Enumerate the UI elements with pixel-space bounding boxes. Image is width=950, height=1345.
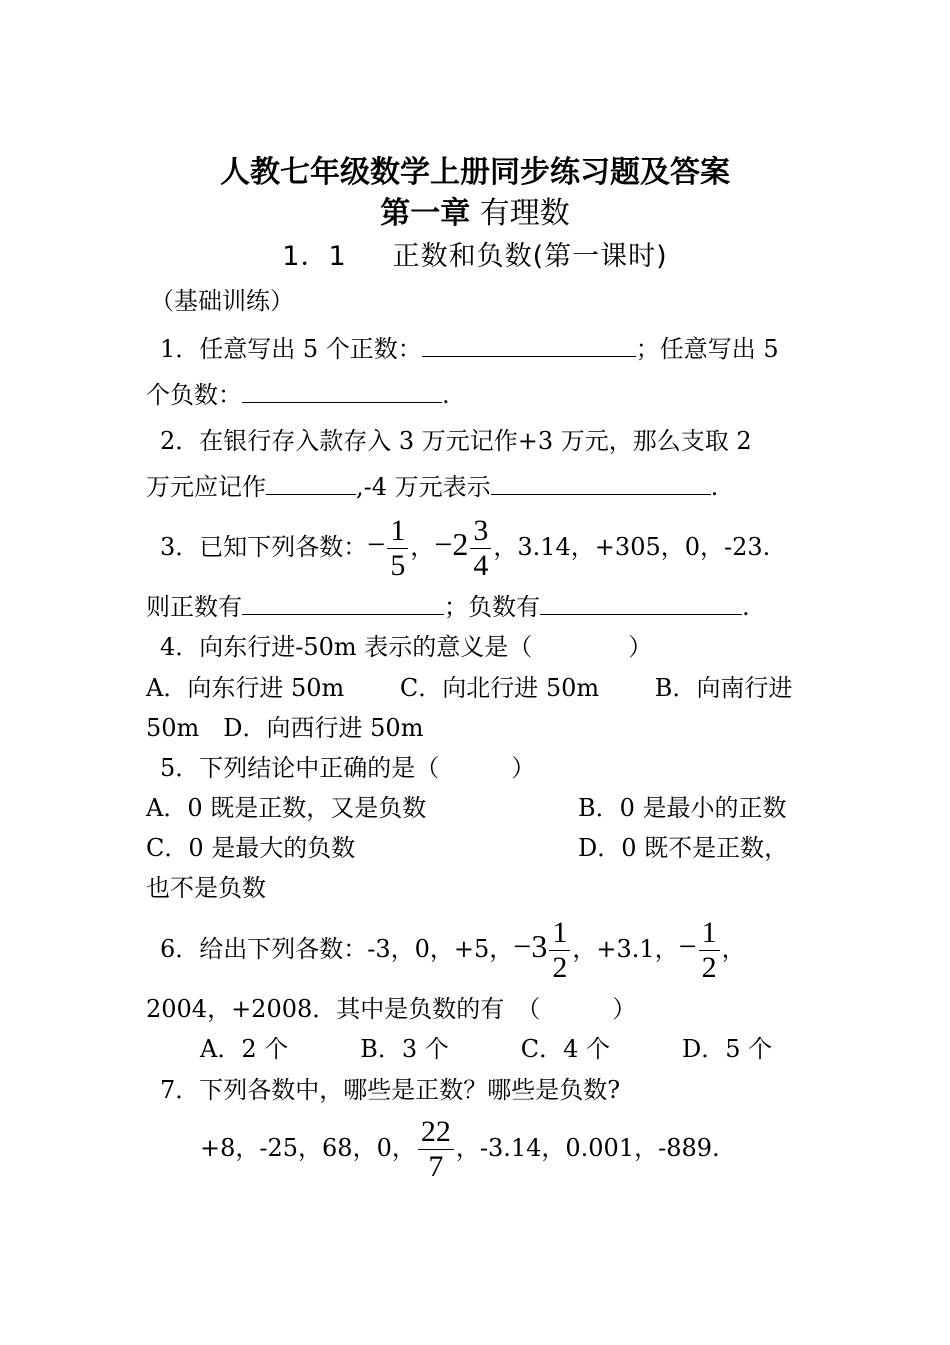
subtitle: （基础训练）	[150, 287, 294, 315]
answer-blank[interactable]	[491, 472, 711, 495]
section-title	[0, 234, 950, 273]
question-6-options: A．2 个 B．3 个 C．4 个 D．5 个	[200, 1035, 773, 1063]
answer-blank[interactable]	[242, 592, 444, 615]
fraction-denominator: 7	[428, 1150, 444, 1183]
q6-minus-sign: −	[678, 928, 697, 964]
answer-blank[interactable]	[242, 380, 442, 403]
chapter-name: 有理数	[479, 196, 570, 231]
q2-text-b: 万元应记作	[146, 473, 266, 501]
chapter-title	[0, 188, 950, 232]
q3-minus-sign: −	[367, 526, 386, 562]
q1-text-c: 个负数：	[146, 381, 242, 409]
fraction-numerator: 22	[418, 1115, 454, 1150]
answer-blank[interactable]	[266, 472, 356, 495]
question-2-line-1: 2．在银行存入款存入 3 万元记作+3 万元，那么支取 2	[160, 427, 752, 455]
chapter-label: 第一章	[380, 196, 471, 231]
question-4-options-1: A．向东行进 50m C．向北行进 50m B．向南行进	[146, 674, 793, 702]
q1-text-b: ；任意写出 5	[635, 335, 779, 363]
question-5-option-b: B．0 是最小的正数	[578, 794, 787, 822]
question-6-line-2: 2004，+2008．其中是负数的有 （ ）	[146, 995, 637, 1023]
question-2-line-2	[146, 472, 718, 502]
q2-text-c: ,-4 万元表示	[356, 473, 491, 501]
question-7-numbers	[200, 1112, 720, 1184]
fraction-numerator: 1	[699, 916, 720, 951]
q7-text-a: +8，-25，68，0，	[200, 1134, 416, 1162]
fraction	[699, 916, 720, 985]
fraction-denominator: 2	[701, 951, 717, 984]
fraction-numerator: 1	[387, 514, 408, 549]
q3-text-rest: ，3.14，+305，0，-23.	[493, 533, 771, 561]
q3-text-end: .	[742, 593, 750, 621]
question-4-options-2: 50m D．向西行进 50m	[146, 714, 424, 742]
q6-text-b: ，+3.1，	[572, 935, 679, 963]
q1-text-d: .	[442, 381, 450, 409]
fraction	[418, 1115, 454, 1184]
mixed-number-whole: −3	[513, 928, 548, 964]
mixed-number-whole: −2	[434, 526, 469, 562]
question-4-stem: 4．向东行进-50m 表示的意义是（ ）	[160, 633, 653, 661]
q3-text-negative: ；负数有	[444, 593, 540, 621]
fraction-numerator: 3	[470, 514, 491, 549]
question-7-stem: 7．下列各数中，哪些是正数？哪些是负数?	[160, 1076, 621, 1104]
fraction	[549, 916, 570, 985]
answer-blank[interactable]	[540, 592, 742, 615]
section-name: 正数和负数(第一课时)	[392, 241, 668, 272]
section-number: 1．1	[282, 241, 347, 272]
question-5-option-a: A．0 既是正数，又是负数	[146, 794, 427, 822]
fraction-denominator: 2	[552, 951, 568, 984]
question-5-option-d-cont: 也不是负数	[146, 874, 266, 902]
q2-text-d: .	[710, 473, 719, 501]
q1-text-a: 1．任意写出 5 个正数：	[160, 335, 422, 363]
fraction	[387, 514, 408, 583]
q3-separator: ，	[410, 533, 435, 561]
fraction-denominator: 4	[473, 549, 489, 582]
fraction-denominator: 5	[390, 549, 406, 582]
question-5-stem: 5．下列结论中正确的是（ ）	[160, 754, 536, 782]
question-5-option-c: C．0 是最大的负数	[146, 834, 356, 862]
question-1-line-2	[146, 380, 450, 410]
fraction-numerator: 1	[549, 916, 570, 951]
q3-text-positive: 则正数有	[146, 593, 242, 621]
question-6-line-1	[160, 910, 746, 985]
q3-text-a: 3．已知下列各数：	[160, 533, 368, 561]
question-3-line-2	[146, 592, 750, 622]
question-5-option-d: D．0 既不是正数，	[578, 834, 789, 862]
q7-text-b: ，-3.14，0.001，-889.	[455, 1134, 720, 1162]
q6-text-c: ，	[721, 935, 746, 963]
question-3-line-1	[160, 508, 770, 583]
q6-text-a: 6．给出下列各数：-3，0，+5，	[160, 935, 514, 963]
fraction	[470, 514, 491, 583]
answer-blank[interactable]	[422, 334, 636, 357]
question-1-line-1	[160, 334, 779, 364]
document-title: 人教七年级数学上册同步练习题及答案	[220, 155, 730, 190]
